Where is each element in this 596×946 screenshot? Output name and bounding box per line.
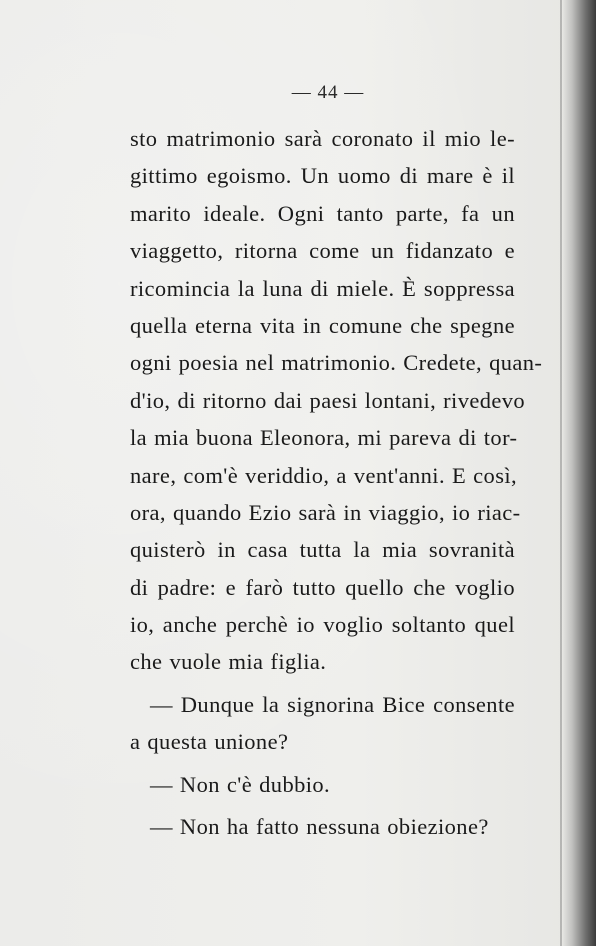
text-line: ora, quando Ezio sarà in viaggio, io riac- [130,499,521,525]
text-line: viaggetto, ritorna come un fidanzato e [130,238,515,264]
text-line: nare, com'è veriddio, a vent'anni. E così, [130,462,518,488]
page-number: — 44 — [291,82,365,103]
dialogue-line: — Dunque la signorina Bice consente [150,691,515,717]
dialogue-line: — Non c'è dubbio. [150,771,331,797]
text-line: quisterò in casa tutta la mia sovranità [130,537,515,563]
text-line: marito ideale. Ogni tanto parte, fa un [130,200,515,226]
text-line: di padre: e farò tutto quello che voglio [130,574,515,600]
text-line: ricomincia la luna di miele. È soppressa [130,275,515,301]
text-line: che vuole mia figlia. [130,649,327,675]
text-line: gittimo egoismo. Un uomo di mare è il [130,163,515,189]
text-line: io, anche perchè io voglio soltanto quel [130,612,515,638]
text-line: a questa unione? [130,729,289,755]
text-line: la mia buona Eleonora, mi pareva di tor- [130,425,518,451]
text-line: quella eterna vita in comune che spegne [130,312,515,338]
body-text [130,120,543,845]
text-line: sto matrimonio sarà coronato il mio le- [130,126,515,151]
page-edge-shadow [562,0,596,946]
dialogue-line: — Non ha fatto nessuna obiezione? [150,814,489,840]
text-line: d'io, di ritorno dai paesi lontani, rivedevo [130,387,526,413]
text-line: ogni poesia nel matrimonio. Credete, quan- [130,350,543,376]
